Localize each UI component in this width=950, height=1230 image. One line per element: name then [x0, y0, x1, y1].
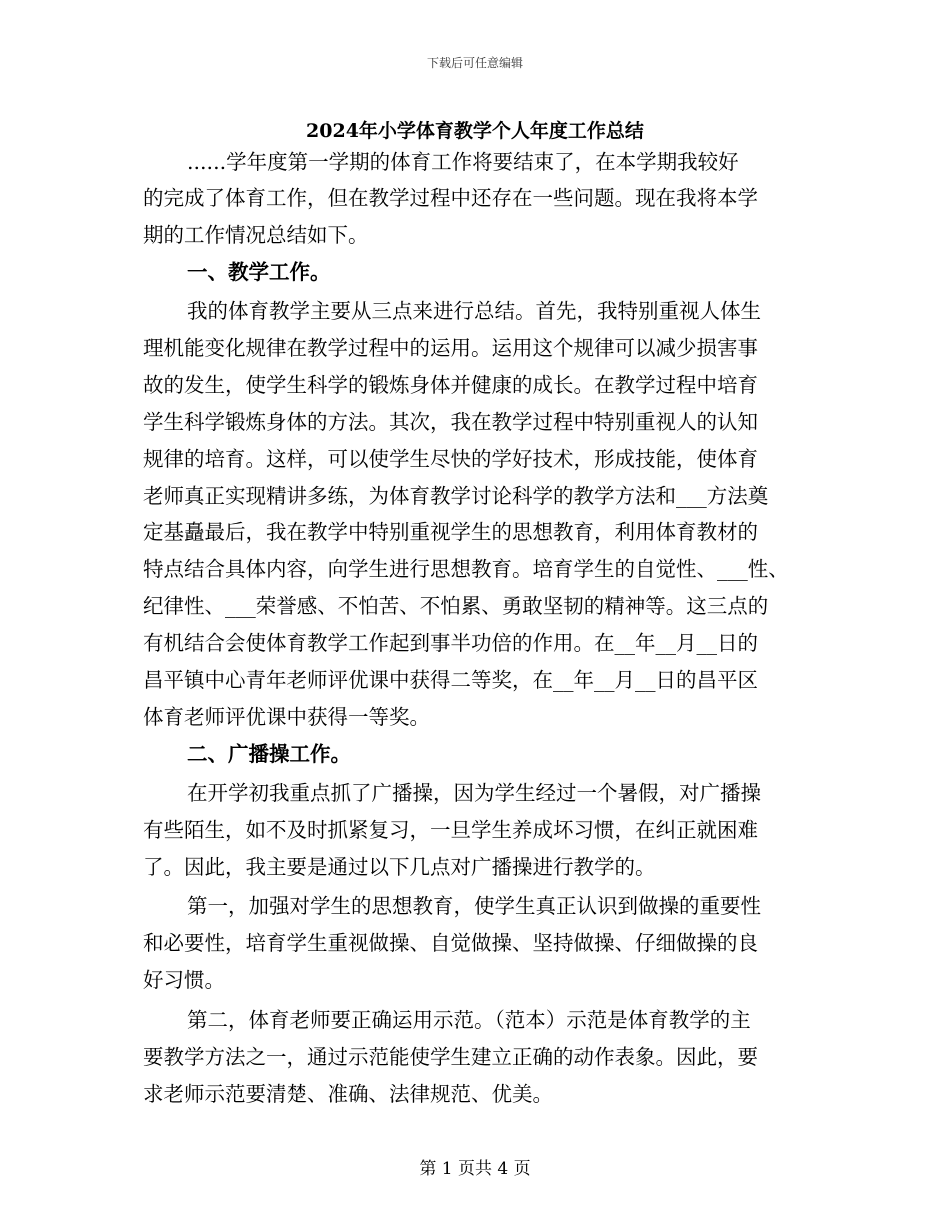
paragraph-line: 和必要性，培育学生重视做操、自觉做操、坚持做操、仔细做操的良 — [143, 931, 758, 955]
section-heading: 一、教学工作。 — [187, 260, 331, 284]
paragraph-line: 有些陌生，如不及时抓紧复习，一旦学生养成坏习惯，在纠正就困难 — [143, 818, 758, 842]
page-footer: 第 1 页共 4 页 — [419, 1159, 531, 1179]
paragraph-line: 定基矗最后，我在教学中特别重视学生的思想教育，利用体育教材的 — [143, 520, 758, 544]
paragraph-line: 期的工作情况总结如下。 — [143, 223, 369, 247]
paragraph-line: 了。因此，我主要是通过以下几点对广播操进行教学的。 — [143, 855, 656, 879]
paragraph-line: 好习惯。 — [143, 968, 225, 992]
paragraph-line: 学生科学锻炼身体的方法。其次，我在教学过程中特别重视人的认知 — [143, 410, 758, 434]
paragraph-line: 体育老师评优课中获得一等奖。 — [143, 705, 430, 729]
paragraph-line: 第一，加强对学生的思想教育，使学生真正认识到做操的重要性 — [187, 894, 761, 918]
paragraph-line: 规律的培育。这样，可以使学生尽快的学好技术，形成技能，使体育 — [143, 447, 758, 471]
document-title: 2024年小学体育教学个人年度工作总结 — [306, 120, 644, 142]
paragraph-line: 故的发生，使学生科学的锻炼身体并健康的成长。在教学过程中培育 — [143, 373, 758, 397]
paragraph-line: 理机能变化规律在教学过程中的运用。运用这个规律可以减少损害事 — [143, 336, 758, 360]
paragraph-line: 我的体育教学主要从三点来进行总结。首先，我特别重视人体生 — [187, 299, 761, 323]
paragraph-line: ......学年度第一学期的体育工作将要结束了，在本学期我较好 — [187, 150, 739, 174]
paragraph-line: 有机结合会使体育教学工作起到事半功倍的作用。在__年__月__日的 — [143, 631, 758, 655]
paragraph-line: 求老师示范要清楚、准确、法律规范、优美。 — [143, 1082, 553, 1106]
header-note: 下载后可任意编辑 — [426, 56, 523, 70]
paragraph-line: 纪律性、___荣誉感、不怕苦、不怕累、勇敢坚韧的精神等。这三点的 — [143, 594, 769, 618]
paragraph-line: 第二，体育老师要正确运用示范。（范本）示范是体育教学的主 — [187, 1008, 751, 1032]
paragraph-line: 在开学初我重点抓了广播操，因为学生经过一个暑假，对广播操 — [187, 781, 761, 805]
paragraph-line: 昌平镇中心青年老师评优课中获得二等奖，在__年__月__日的昌平区 — [143, 668, 758, 692]
paragraph-line: 特点结合具体内容，向学生进行思想教育。培育学生的自觉性、___性、 — [143, 557, 789, 581]
paragraph-line: 老师真正实现精讲多练，为体育教学讨论科学的教学方法和___方法奠 — [143, 484, 769, 508]
section-heading: 二、广播操工作。 — [187, 742, 351, 766]
paragraph-line: 的完成了体育工作，但在教学过程中还存在一些问题。现在我将本学 — [143, 186, 758, 210]
paragraph-line: 要教学方法之一，通过示范能使学生建立正确的动作表象。因此，要 — [143, 1045, 758, 1069]
